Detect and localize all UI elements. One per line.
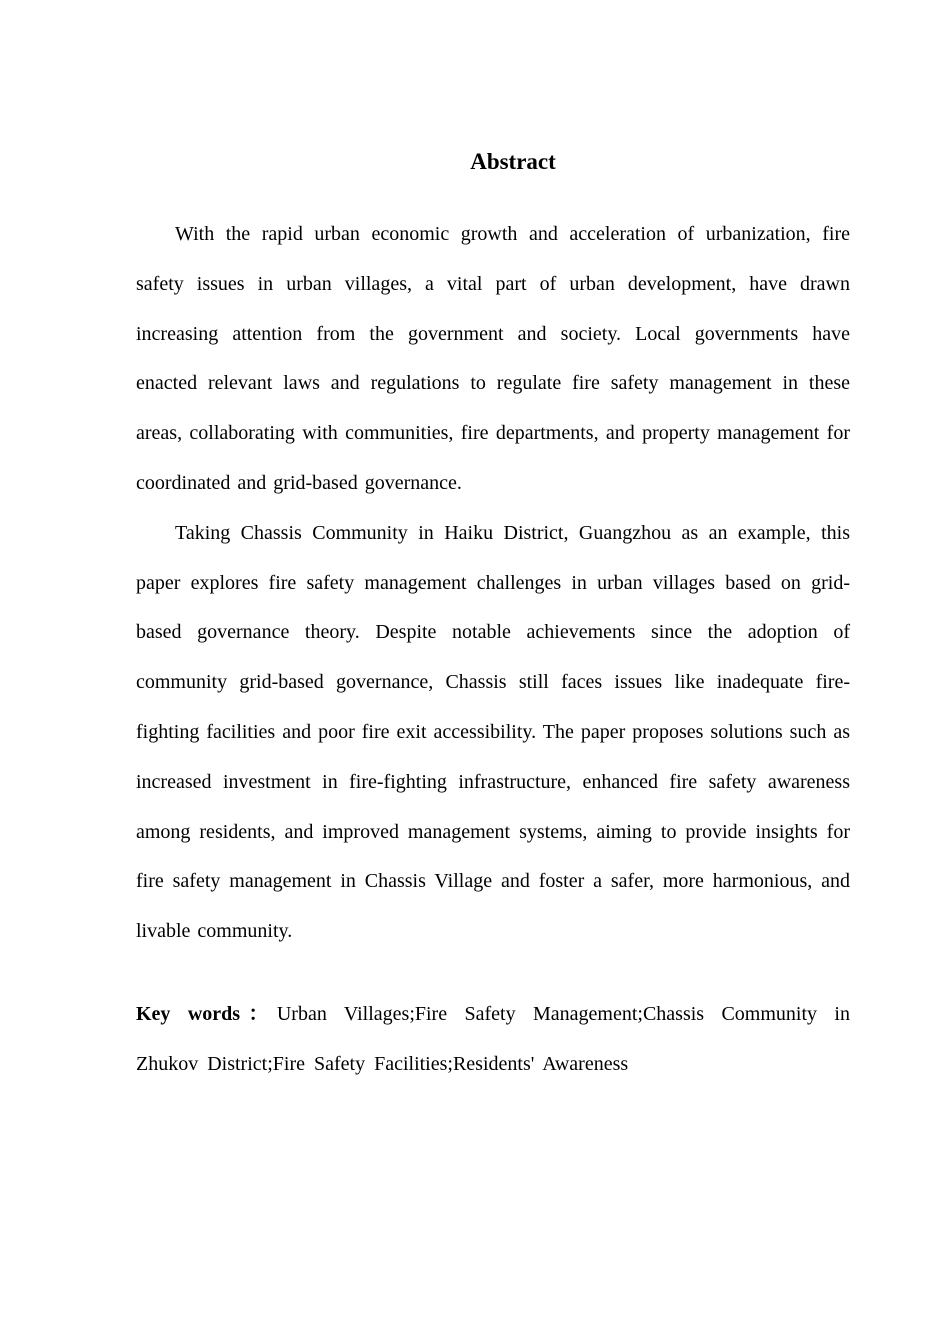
abstract-paragraph-1: With the rapid urban economic growth and acceleration of urbanization, fire safety issues in urban villages, a vital part of urban development, have drawn increasing attention from the government and society. Local governments have enacted relevant laws and regulations to regulate fire safety management in these areas, collaborating with communities, fire departments, and property management for coordinated and grid-based governance.: [136, 223, 850, 494]
abstract-paragraph-2: Taking Chassis Community in Haiku District, Guangzhou as an example, this paper explores fire safety management challenges in urban villages based on grid-based governance theory. Despite notable achievements since the adoption of community grid-based governance, Chassis still faces issues like inadequate fire-fighting facilities and poor fire exit accessibility. The paper proposes solutions such as increased investment in fire-fighting infrastructure, enhanced fire safety awareness among residents, and improved management systems, aiming to provide insights for fire safety management in Chassis Village and foster a safer, more harmonious, and livable community.: [136, 521, 850, 943]
abstract-page: [136, 140, 850, 1090]
keywords-text: Urban Villages;Fire Safety Management;Chassis Community in Zhukov District;Fire Safety Facilities;Residents' Awareness: [136, 1002, 850, 1075]
abstract-title: Abstract: [470, 149, 556, 174]
keywords-label: Key words：: [136, 1002, 277, 1025]
keywords-line: [136, 990, 850, 1090]
